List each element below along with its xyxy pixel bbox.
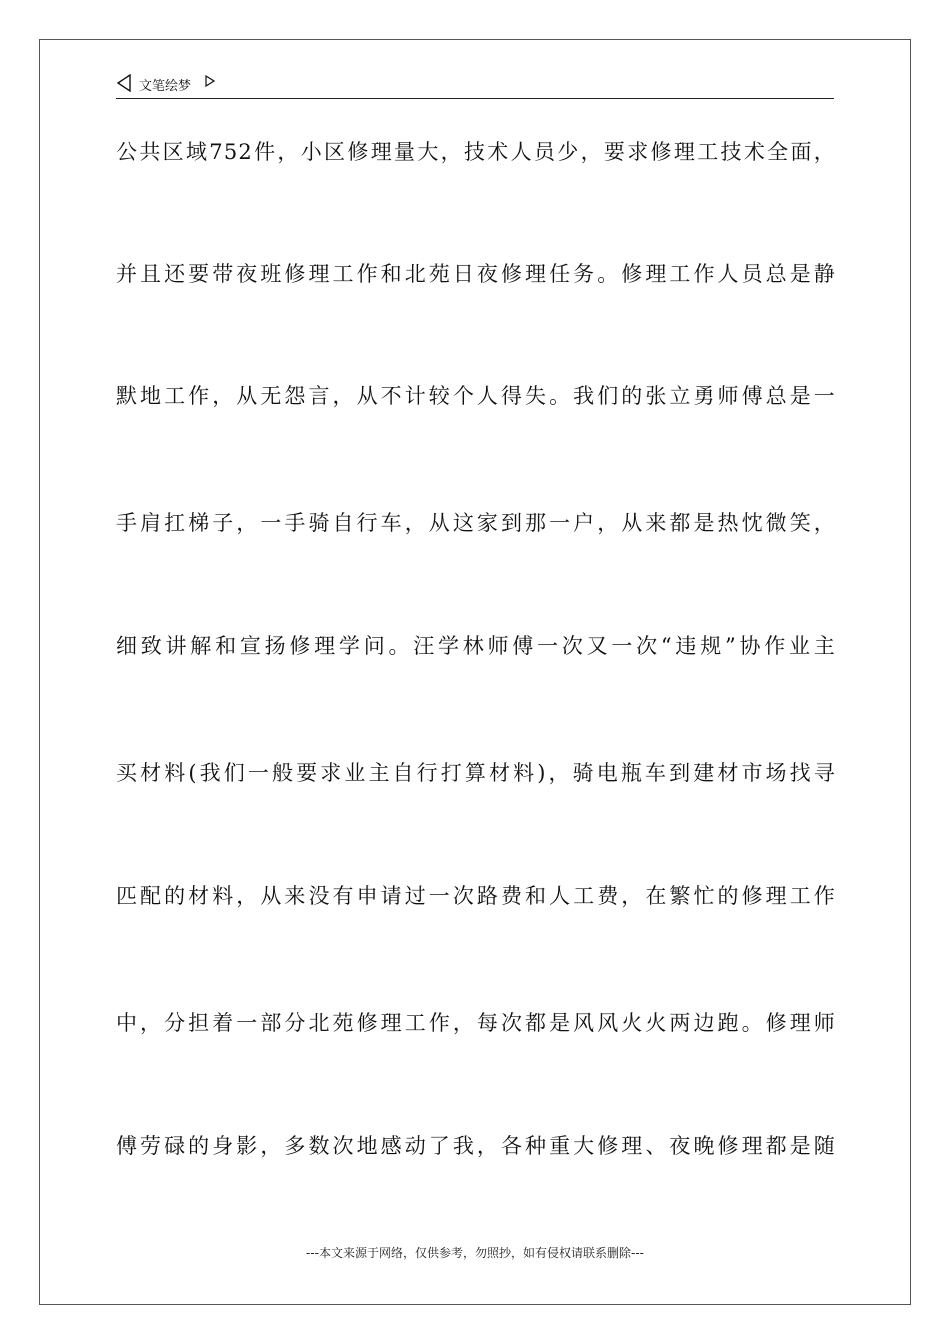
paragraph-line: 细致讲解和宣扬修理学问。汪学林师傅一次又一次“违规”协作业主: [116, 634, 836, 658]
paragraph-line: 默地工作，从无怨言，从不计较个人得失。我们的张立勇师傅总是一: [116, 384, 836, 408]
paragraph-line: 中，分担着一部分北苑修理工作，每次都是风风火火两边跑。修理师: [116, 1011, 836, 1035]
left-triangle-icon: [116, 74, 132, 92]
paragraph-line: 匹配的材料，从来没有申请过一次路费和人工费，在繁忙的修理工作: [116, 884, 836, 908]
paragraph-line: 买材料(我们一般要求业主自行打算材料)，骑电瓶车到建材市场找寻: [116, 761, 836, 785]
paragraph-line: 傅劳碌的身影，多数次地感动了我，各种重大修理、夜晚修理都是随: [116, 1134, 836, 1158]
right-triangle-icon: [205, 75, 215, 87]
page-border: [39, 39, 911, 1305]
footer-disclaimer: ---本文来源于网络，仅供参考，勿照抄，如有侵权请联系删除---: [306, 1246, 644, 1260]
paragraph-line: 并且还要带夜班修理工作和北苑日夜修理任务。修理工作人员总是静: [116, 262, 836, 286]
page-header: [116, 72, 834, 99]
header-title: 文笔绘梦: [139, 79, 192, 94]
paragraph-line: 手肩扛梯子，一手骑自行车，从这家到那一户，从来都是热忱微笑，: [116, 511, 836, 535]
paragraph-line: 公共区域752件，小区修理量大，技术人员少，要求修理工技术全面，: [116, 140, 836, 164]
